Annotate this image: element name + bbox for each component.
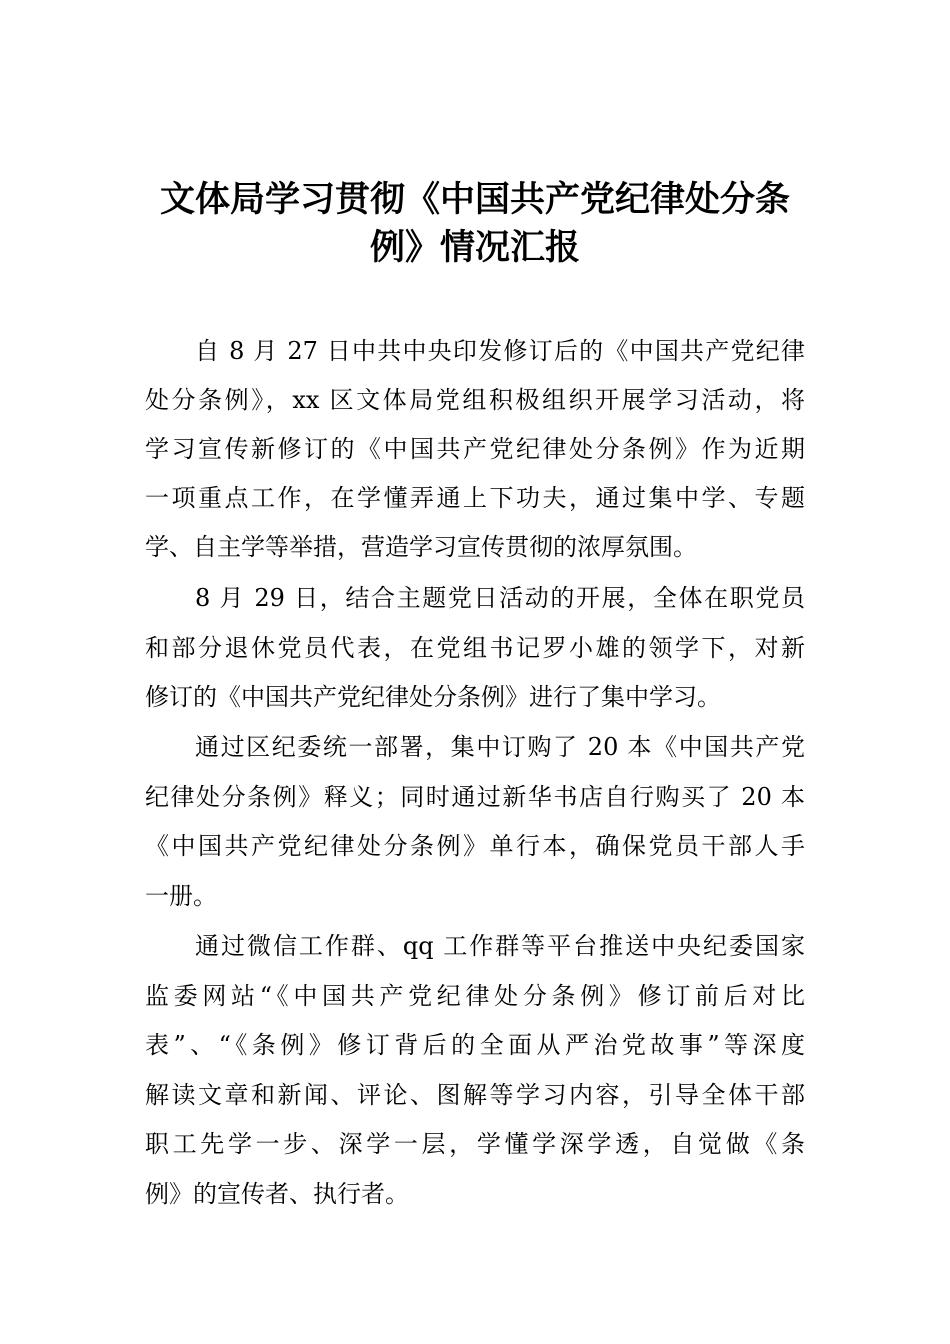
paragraph-4-line-2: 监委网站“《中国共产党纪律处分条例》修订前后对比 — [145, 982, 805, 1010]
paragraph-1-line-2: 处分条例》，xx 区文体局党组积极组织开展学习活动，将 — [145, 386, 805, 414]
paragraph-1-line-4: 一项重点工作，在学懂弄通上下功夫，通过集中学、专题 — [145, 484, 805, 512]
paragraph-4-line-1: 通过微信工作群、qq 工作群等平台推送中央纪委国家 — [195, 932, 805, 960]
paragraph-1-line-5: 学、自主学等举措，营造学习宣传贯彻的浓厚氛围。 — [145, 533, 697, 561]
paragraph-4-line-4: 解读文章和新闻、评论、图解等学习内容，引导全体干部 — [145, 1081, 805, 1109]
paragraph-3-line-3: 《中国共产党纪律处分条例》单行本，确保党员干部人手 — [145, 832, 805, 860]
paragraph-3-line-2: 纪律处分条例》释义；同时通过新华书店自行购买了 20 本 — [145, 783, 805, 811]
paragraph-2-line-3: 修订的《中国共产党纪律处分条例》进行了集中学习。 — [145, 683, 721, 711]
paragraph-1-line-1: 自 8 月 27 日中共中央印发修订后的《中国共产党纪律 — [195, 337, 805, 365]
paragraph-4-line-5: 职工先学一步、深学一层，学懂学深学透，自觉做《条 — [145, 1130, 805, 1158]
document-title-line-1: 文体局学习贯彻《中国共产党纪律处分条 — [159, 180, 790, 220]
paragraph-1-line-3: 学习宣传新修订的《中国共产党纪律处分条例》作为近期 — [145, 435, 805, 463]
paragraph-2-line-1: 8 月 29 日，结合主题党日活动的开展，全体在职党员 — [195, 584, 805, 612]
document-title-line-2: 例》情况汇报 — [369, 228, 580, 268]
paragraph-2-line-2: 和部分退休党员代表，在党组书记罗小雄的领学下，对新 — [145, 634, 805, 662]
paragraph-4-line-3: 表”、“《条例》修订背后的全面从严治党故事”等深度 — [145, 1031, 805, 1059]
paragraph-4-line-6: 例》的宣传者、执行者。 — [145, 1180, 409, 1208]
paragraph-3-line-1: 通过区纪委统一部署，集中订购了 20 本《中国共产党 — [195, 733, 805, 761]
paragraph-3-line-4: 一册。 — [145, 882, 217, 910]
